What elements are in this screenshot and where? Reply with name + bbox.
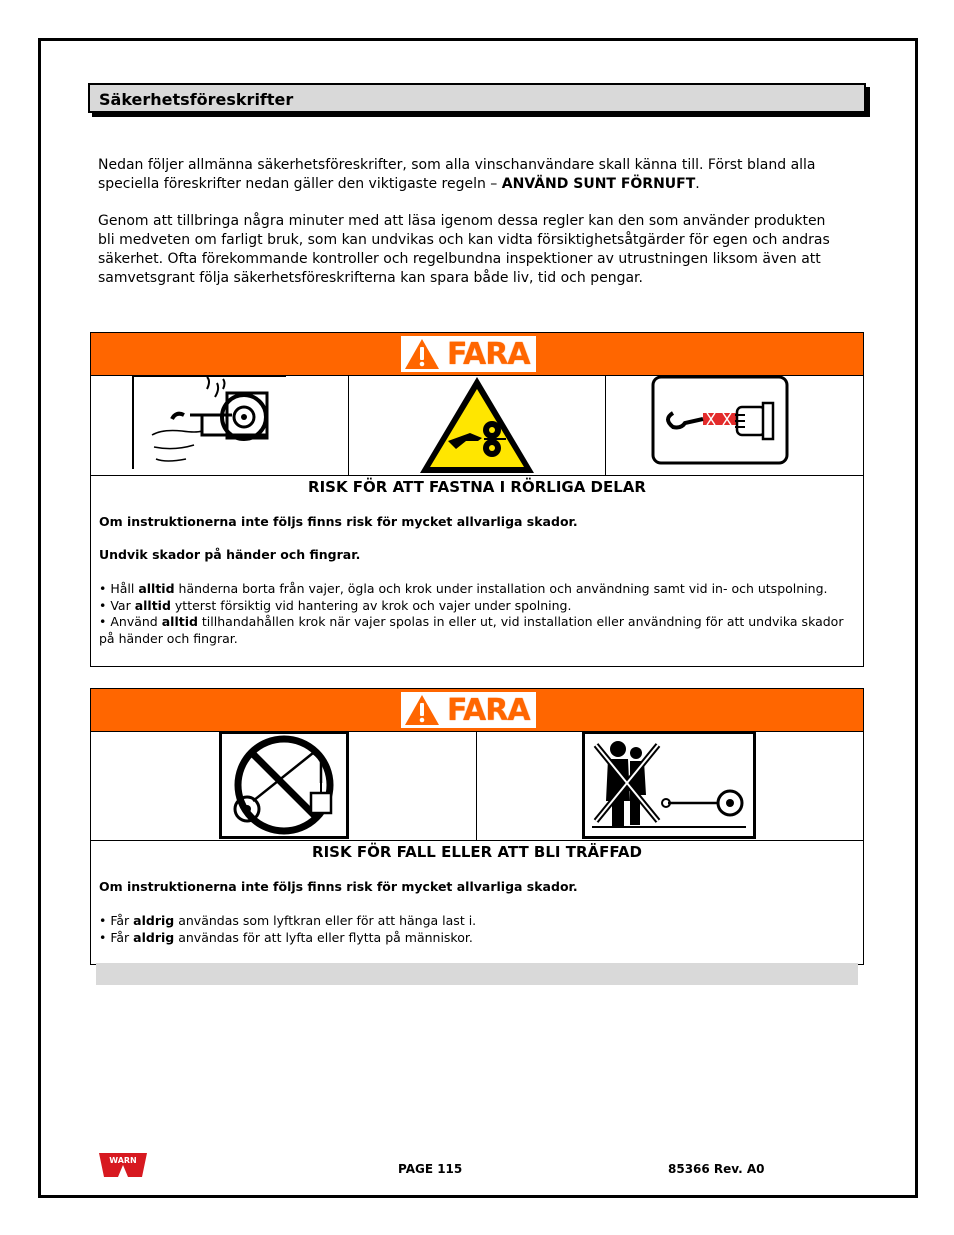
danger-signal xyxy=(401,336,536,372)
triangle-fineprint: ©1998 KCS, Inc. 800-748-0241 No. 131053-3 xyxy=(437,467,517,471)
pictogram-cell-2 xyxy=(476,731,863,840)
bullet-emphasis: alltid xyxy=(138,581,175,596)
bullet-text: användas som lyftkran eller för att hänga last i. xyxy=(174,913,477,928)
warning-triangle-icon xyxy=(401,692,443,728)
intro-paragraph-2 xyxy=(98,212,838,288)
danger-signal xyxy=(401,692,536,728)
pictogram-cell-2 xyxy=(348,375,606,475)
section-title-box xyxy=(88,83,866,113)
bullet-emphasis: alltid xyxy=(161,614,198,629)
document-revision: 85366 Rev. A0 xyxy=(668,1162,765,1176)
warning-triangle-icon xyxy=(401,336,443,372)
pictogram-row xyxy=(91,731,863,841)
section-title: Säkerhetsföreskrifter xyxy=(99,90,294,109)
warn-logo xyxy=(98,1151,148,1183)
list-item xyxy=(99,614,855,647)
pictogram-cell-3 xyxy=(605,375,863,475)
intro-paragraph-2-text: Genom att tillbringa några minuter med att läsa igenom dessa regler kan den som använder produkten bli medveten om farligt bruk, som kan undvikas och kan vidta försiktighetsåtgärder för egen och andras säkerhet. Ofta förekommande kontroller och regelbundna inspektioner av utrustningen liksom även att samvetsgrant följa säkerhetsföreskrifterna kan spara både liv, tid och pengar. xyxy=(98,213,830,286)
intro-bold-rule: ANVÄND SUNT FÖRNUFT xyxy=(501,176,696,192)
danger-header-bar xyxy=(91,689,863,732)
entanglement-hazard-triangle-icon xyxy=(418,375,536,475)
bullet-prefix: • Håll xyxy=(99,581,139,596)
bullet-text: händerna borta från vajer, ögla och krok under installation och användning samt vid in- och utspolning. xyxy=(174,581,828,596)
bullet-emphasis: aldrig xyxy=(133,913,175,928)
box1-bullet-list xyxy=(99,581,855,647)
list-item xyxy=(99,913,855,930)
bullet-text: ytterst försiktig vid hantering av krok och vajer under spolning. xyxy=(170,597,572,613)
danger-box-entanglement xyxy=(90,332,864,667)
box1-warning-text: Om instruktionerna inte följs finns risk för mycket allvarliga skador. xyxy=(99,514,578,529)
no-lifting-people-icon xyxy=(582,731,756,839)
hand-near-winch-drum-icon xyxy=(132,375,286,470)
danger-header-bar xyxy=(91,333,863,376)
list-item xyxy=(99,930,855,947)
box2-warning xyxy=(99,879,855,896)
intro-period: . xyxy=(695,176,700,192)
risk-heading-entanglement: RISK FÖR ATT FASTNA I RÖRLIGA DELAR xyxy=(308,478,646,496)
pictogram-row xyxy=(91,375,863,476)
pictogram-cell-1 xyxy=(91,375,349,475)
box1-avoid-text: Undvik skador på händer och fingrar. xyxy=(99,547,361,562)
pictogram-cell-1 xyxy=(91,731,477,840)
intro-paragraph-1 xyxy=(98,156,838,194)
bullet-emphasis: alltid xyxy=(134,597,171,613)
box1-warning xyxy=(99,514,855,531)
box2-bullet-list xyxy=(99,913,855,946)
bullet-prefix: • Får xyxy=(99,929,134,945)
danger-box-fall-struck xyxy=(90,688,864,965)
danger-signal-word: FARA xyxy=(443,336,536,372)
box2-warning-text: Om instruktionerna inte följs finns risk för mycket allvarliga skador. xyxy=(99,879,578,894)
bullet-prefix: • Får xyxy=(99,913,134,928)
box1-avoid xyxy=(99,547,855,564)
danger-signal-word: FARA xyxy=(443,692,536,728)
list-item xyxy=(99,581,855,598)
bullet-text: användas för att lyfta eller flytta på människor. xyxy=(174,929,473,945)
bullet-text: tillhandahållen krok när vajer spolas in eller ut, vid installation eller användning för att undvika skador på händer och fingrar. xyxy=(99,614,844,646)
list-item xyxy=(99,598,855,615)
risk-heading-fall-struck: RISK FÖR FALL ELLER ATT BLI TRÄFFAD xyxy=(312,843,642,861)
no-lifting-crane-icon xyxy=(219,731,349,839)
bullet-prefix: • Använd xyxy=(99,614,162,629)
intro-text: Nedan följer allmänna säkerhetsföreskrifter, som alla vinschanvändare skall känna till. Först bland alla speciella föreskrifter nedan gäller den viktigaste regeln – xyxy=(98,157,816,192)
logo-text: WARN xyxy=(109,1156,137,1165)
page-number: PAGE 115 xyxy=(398,1162,463,1176)
bullet-prefix: • Var xyxy=(99,597,135,613)
hand-hook-tool-icon xyxy=(651,375,789,465)
gray-divider-strip xyxy=(96,963,858,985)
bullet-emphasis: aldrig xyxy=(133,929,175,945)
